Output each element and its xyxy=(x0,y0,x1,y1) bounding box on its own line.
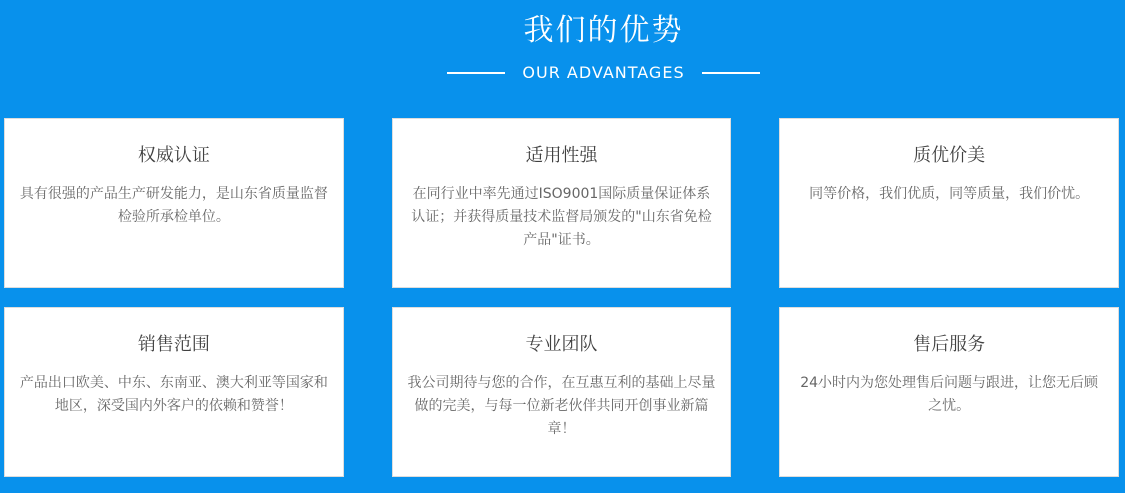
card-title: 销售范围 xyxy=(137,334,210,355)
section-subtitle-row xyxy=(41,63,1125,83)
advantage-card-professional-team xyxy=(392,307,732,477)
subtitle-line-left xyxy=(447,72,505,74)
card-description: 24小时内为您处理售后问题与跟进，让您无后顾之忧。 xyxy=(800,375,1099,414)
card-title: 适用性强 xyxy=(525,145,598,166)
card-title: 质优价美 xyxy=(913,145,986,166)
advantage-card-after-sales xyxy=(779,307,1119,477)
card-description: 具有很强的产品生产研发能力，是山东省质量监督检验所承检单位。 xyxy=(19,186,328,225)
advantage-cards-grid xyxy=(4,118,1119,477)
advantage-card-quality-price xyxy=(779,118,1119,288)
page-header xyxy=(41,0,1125,83)
card-description: 同等价格，我们优质，同等质量，我们价忧。 xyxy=(809,186,1090,202)
card-description: 产品出口欧美、中东、东南亚、澳大利亚等国家和地区，深受国内外客户的依赖和赞誉！ xyxy=(19,375,328,414)
advantage-card-applicability xyxy=(392,118,732,288)
advantage-card-certification xyxy=(4,118,344,288)
advantage-card-sales-scope xyxy=(4,307,344,477)
card-description: 我公司期待与您的合作，在互惠互利的基础上尽量做的完美，与每一位新老伙伴共同开创事业新篇章！ xyxy=(407,375,716,437)
section-subtitle: OUR ADVANTAGES xyxy=(522,63,685,82)
card-title: 专业团队 xyxy=(525,334,598,355)
card-title: 权威认证 xyxy=(137,145,210,166)
card-description: 在同行业中率先通过ISO9001国际质量保证体系认证；并获得质量技术监督局颁发的"山东省免检产品"证书。 xyxy=(411,186,712,248)
section-title: 我们的优势 xyxy=(523,13,684,48)
card-title: 售后服务 xyxy=(913,334,986,355)
subtitle-line-right xyxy=(702,72,760,74)
